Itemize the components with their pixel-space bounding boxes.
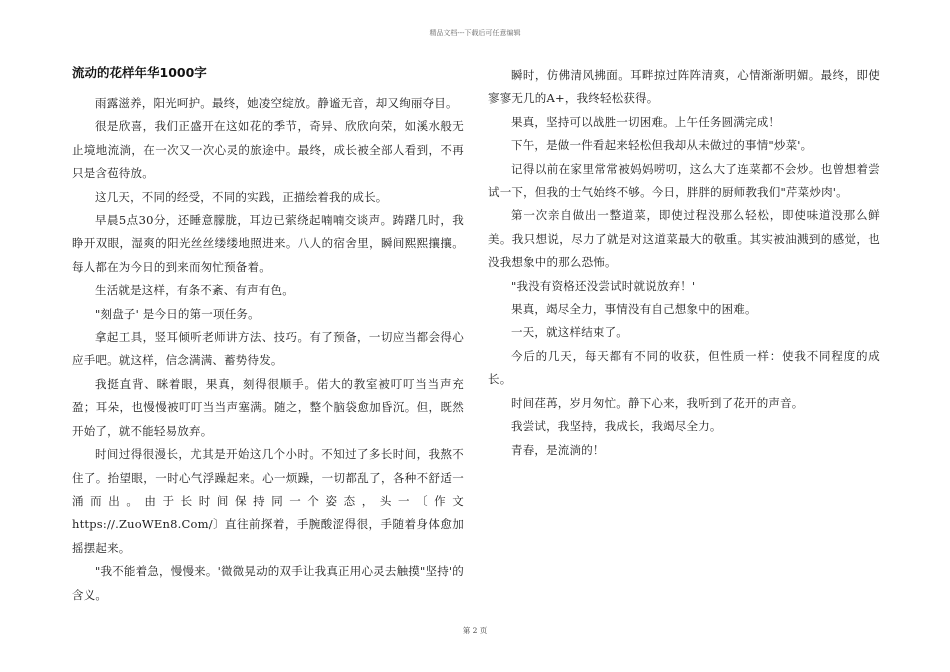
paragraph: 果真，竭尽全力，事情没有自己想象中的困难。 (511, 302, 757, 317)
paragraph: 第一次亲自做出一整道菜，即使过程没那么轻松，即使味道没那么鲜美。我只想说，尽力了就是对这道菜最大的敬重。其实被油溅到的感觉，也没我想象中的那么恐怖。 (488, 208, 880, 270)
paragraph-continued: 瞬时，仿佛清风拂面。耳畔掠过阵阵清爽，心情渐渐明媚。最终，即使寥寥无几的A+，我终轻松获得。 (488, 68, 880, 106)
paragraph: "我没有资格还没尝试时就说放弃！' (511, 278, 696, 293)
paragraph: 时间过得很漫长，尤其是开始这几个小时。不知过了多长时间，我熬不住了。抬望眼，一时心气浮躁起来。心一烦躁，一切都乱了，各种不舒适一涌而出。由于长时间保持同一个姿态，头一〔作文https://.ZuoWEn8.Com/〕直往前探着，手腕酸涩得很，手随着身体愈加摇摆起来。 (72, 447, 464, 555)
left-column (72, 64, 464, 607)
paragraph: "我不能着急，慢慢来。'微微晃动的双手让我真正用心灵去触摸"坚持'的含义。 (72, 564, 464, 602)
paragraph: 我尝试，我坚持，我成长，我竭尽全力。 (511, 419, 722, 434)
document-header: 精品文档---下载后可任意编辑 (429, 29, 521, 37)
paragraph: 一天，就这样结束了。 (511, 325, 628, 340)
paragraph: 很是欣喜，我们正盛开在这如花的季节，奇异、欣欣向荣，如溪水般无止境地流淌，在一次又一次心灵的旅途中。最终，成长被全部人看到，不再只是含苞待放。 (72, 119, 464, 181)
page-number: 第 2 页 (462, 626, 488, 635)
paragraph: 拿起工具，竖耳倾听老师讲方法、技巧。有了预备，一切应当都会得心应手吧。就这样，信念满满、蓄势待发。 (72, 330, 464, 368)
paragraph: 青春，是流淌的！ (511, 442, 605, 457)
paragraph: 今后的几天，每天都有不同的收获，但性质一样：使我不同程度的成长。 (488, 348, 880, 387)
right-column (488, 64, 880, 462)
paragraph: 记得以前在家里常常被妈妈唠叨，这么大了连菜都不会炒。也曾想着尝试一下，但我的士气始终不够。今日，胖胖的厨师教我们"芹菜炒肉'。 (488, 161, 880, 200)
article-title: 流动的花样年华1000字 (72, 65, 207, 80)
paragraph: 我挺直背、眯着眼，果真，刻得很顺手。偌大的教室被叮叮当当声充盈；耳朵，也慢慢被叮叮当当声塞满。随之，整个脑袋愈加昏沉。但，既然开始了，就不能轻易放弃。 (72, 376, 464, 438)
paragraph: 生活就是这样，有条不紊、有声有色。 (95, 283, 294, 298)
paragraph: 果真，坚持可以战胜一切困难。上午任务圆满完成！ (511, 114, 781, 129)
paragraph: 这几天，不同的经受，不同的实践，正描绘着我的成长。 (95, 189, 388, 204)
paragraph: 雨露滋养，阳光呵护。最终，她凌空绽放。静谧无音，却又绚丽夺目。 (95, 96, 458, 110)
paragraph: "刻盘子' 是今日的第一项任务。 (95, 306, 260, 321)
paragraph: 下午，是做一件看起来轻松但我却从未做过的事情"炒菜'。 (511, 138, 813, 153)
paragraph: 早晨5点30分，还睡意朦胧，耳边已萦绕起喃喃交谈声。踌躇几时，我睁开双眼，湿爽的阳光丝丝缕缕地照进来。八人的宿舍里，瞬间熙熙攘攘。每人都在为今日的到来而匆忙预备着。 (72, 213, 464, 274)
paragraph: 时间荏苒，岁月匆忙。静下心来，我听到了花开的声音。 (511, 395, 804, 410)
